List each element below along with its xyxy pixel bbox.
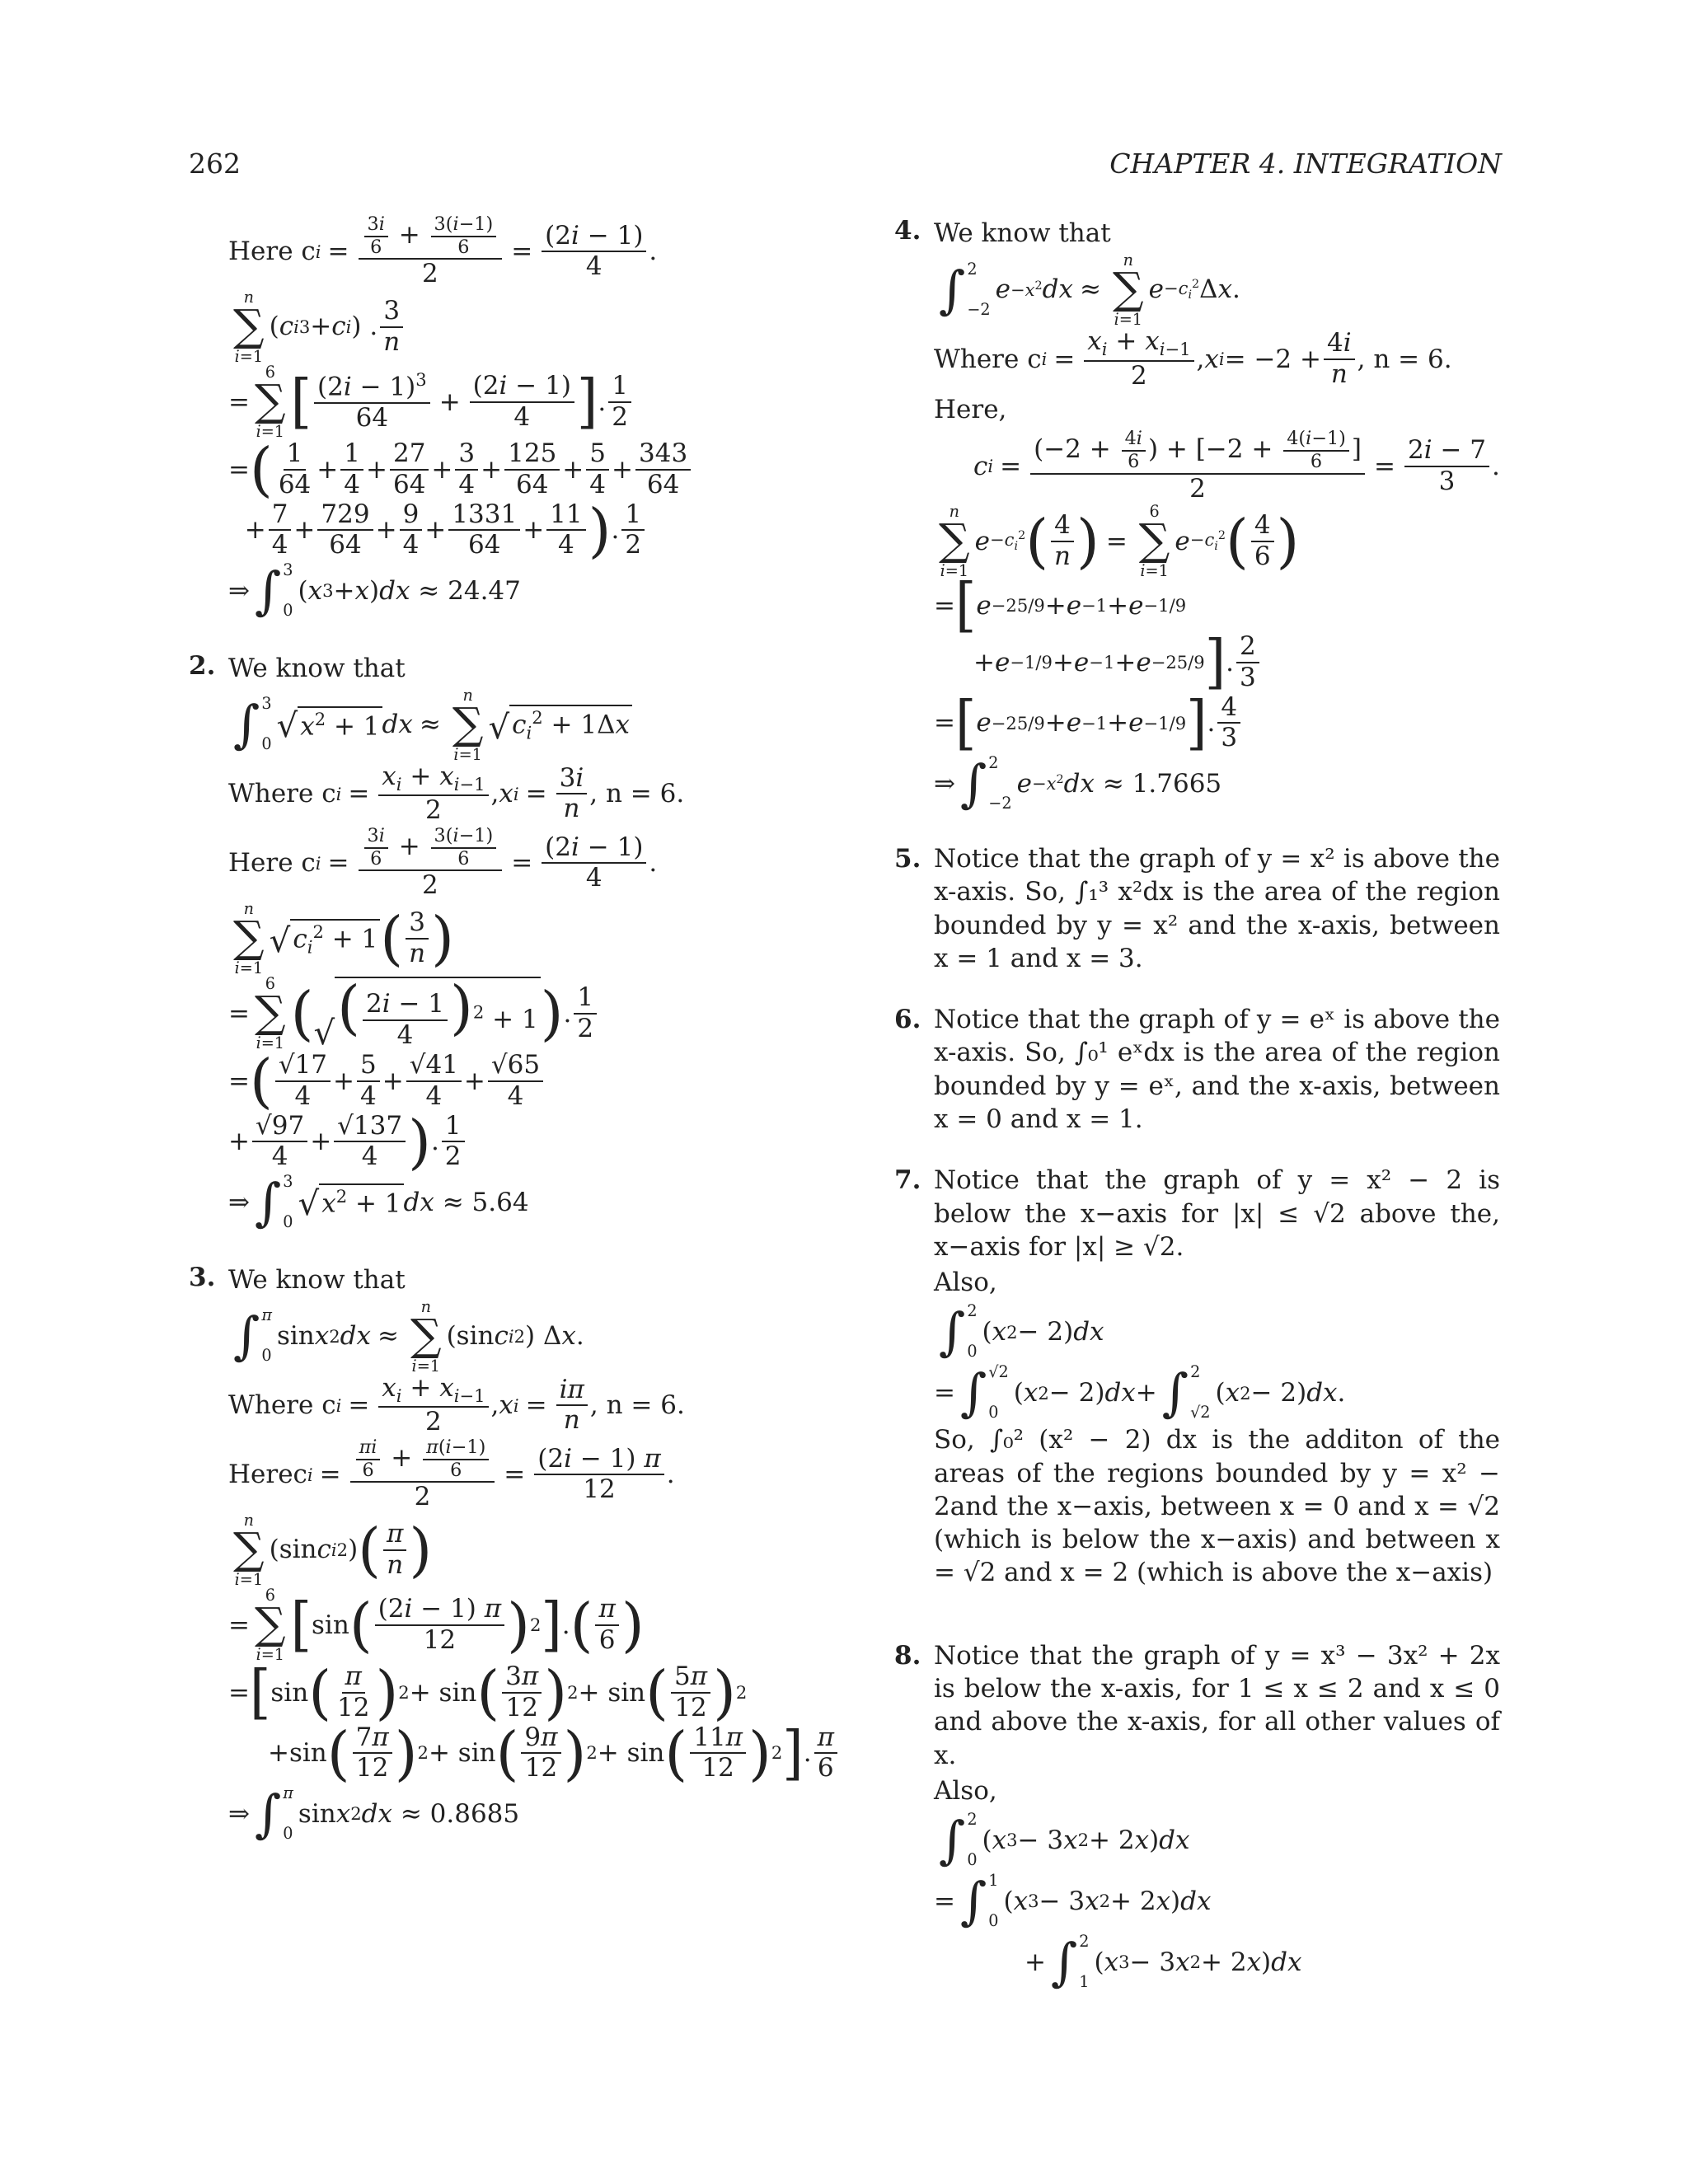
left-column [189,214,832,1872]
here-label: Here c [228,848,316,879]
here-label: Herec [228,1460,307,1490]
sum-expanded: = 6 ∑ i=1 [ sin ( $\frac{(2i - 1) \pi}{12}$ ) 2 ] . ( $\frac{\pi}{6}$ ) [228,1586,645,1665]
equation-terms-2: + $\frac{7}{4}$ + $\frac{729}{64}$ + $\frac{9}{4}$ + $\frac{1331}{64}$ + $\frac{11}{4}$ ) . $\frac{1}{2}$ [228,500,832,560]
result-line-3: ⇒ ∫ π 0 sin x 2 dx ≈ 0.8685 [228,1783,520,1844]
intro-text: We know that [934,218,1111,248]
chapter-title: CHAPTER 4. INTEGRATION [1109,148,1502,180]
intro-text: We know that [228,653,406,683]
equation-terms-1: = ( $\frac{1}{64}$ + $\frac{1}{4}$ + $\frac{27}{64}$ + $\frac{3}{4}$ + $\frac{125}{64}$ + $\frac{5}{4}$ + $\frac{343}{64}$ [228,439,832,499]
exercise-text: Notice that the graph of y = x³ − 3x² + 2x is below the x-axis, for 1 ≤ x ≤ 2 and x ≤ 0 and above the x-axis, for all other values of x. [934,1640,1500,1770]
exercise-number: 3. [189,1262,216,1292]
n-value: , n = 6. [589,1390,685,1421]
sum-terms-2: +sin ( $\frac{7\pi}{12}$ ) 2 + sin ( $\frac{9\pi}{12}$ ) 2 + sin ( $\frac{11\pi}{12}$ ) 2 ] . $\frac{\pi}{6}$ [228,1723,832,1783]
also-label: Also, [934,1775,997,1806]
exercise-4 [894,214,1500,814]
integral-split-1: = ∫ 1 0 ( x 3 − 3 x 2 + 2 x ) dx [934,1870,1212,1931]
sum-expression: n ∑ i=1 (sin c i 2 ) ( $\frac{\pi}{n}$ ) [233,1510,433,1589]
integral-expression: ∫ 2 0 ( x 3 − 3 x 2 + 2 x ) dx [939,1809,1190,1870]
exercise-number: 7. [894,1165,921,1196]
exercise-number: 4. [894,216,921,246]
sum-expression: n ∑ i=1 √ $c_i^2 + 1$ ( $\frac{3}{n}$ ) [233,898,454,977]
where-label: Where c [934,344,1042,374]
riemann-approximation: ∫ π 0 sin x 2 dx ≈ n ∑ i=1 (sin c i 2 ) Δ x . [233,1296,584,1376]
exercise-7 [894,1164,1500,1589]
result-value-4: ≈ 1.7665 [1102,768,1222,799]
here-ci: Herec i = $\frac{\pi i}{6}$ + $\frac{\pi(i-1)}{6}$ 2 = $\frac{(2i - 1) \pi}{12}$ . [228,1436,675,1512]
exercise-5 [894,842,1500,975]
where-ci: Where c i = $\frac{x_i + x_{i-1}}{2}$ , x i = −2 + $\frac{4i}{n}$ , n = 6. [934,326,1452,391]
here-ci: c i = (−2 + $\frac{4i}{6}$ ) + [−2 + $\frac{4(i-1)}{6}$ ] 2 = $\frac{2i - 7}{3}$ . [973,428,1500,504]
exercise-number: 6. [894,1005,921,1035]
here-ci: Here c i = $\frac{3i}{6}$ + $\frac{3(i-1)}{6}$ 2 = $\frac{(2i - 1)}{4}$ . [228,825,658,901]
n-value: , n = 6. [1357,344,1452,374]
right-column [894,214,1500,2021]
where-label: Where c [228,779,336,809]
exercise-text: Notice that the graph of y = x² is above the x-axis. So, ∫₁³ x²dx is the area of the region bounded by y = x² and the x-axis, between x = 1 and x = 3. [934,843,1500,973]
equation-sum-expanded-1: = 6 ∑ i=1 [ $\frac{(2i - 1)^3}{64}$ + $\frac{(2i - 1)}{4}$ ] . $\frac{1}{2}$ [228,364,832,439]
result-value-2: ≈ 5.64 [442,1187,529,1217]
sum-terms-2: + $\frac{√97}{4}$ + $\frac{√137}{4}$ ) . $\frac{1}{2}$ [228,1112,832,1172]
result-value-3: ≈ 0.8685 [400,1798,520,1829]
exercise-1-continued [189,214,832,621]
page-number: 262 [189,148,241,180]
integral-split-2: + ∫ 2 1 ( x 3 − 3 x 2 + 2 x ) dx [1025,1931,1302,1992]
equation-sum-1: n ∑ i=1 ( c i 3 + c i ) . $\frac{3}{n}$ [228,289,832,364]
here-label: Here, [934,395,1007,425]
equation-ci-1: Here c i = $\frac{3i}{6}$ + $\frac{3(i-1)}{6}$ 2 = $\frac{(2i - 1)}{4}$ . [228,213,658,289]
sum-terms-2: + e −1/9 + e −1 + e −25/9 ] . $\frac{2}{3}$ [934,632,1500,692]
integral-split: = ∫ √2 0 ( x 2 − 2) dx + ∫ 2 √2 ( x 2 − 2) dx . [934,1362,1346,1423]
intro-text: We know that [228,1264,406,1295]
riemann-approximation: ∫ 2 −2 e $-x^2$ dx ≈ n ∑ i=1 e $-c_i^2$ Δ x . [939,251,1240,329]
n-value: , n = 6. [589,779,685,809]
result-line-1: ⇒ ∫ 3 0 ( x 3 + x ) dx ≈ 24.47 [228,560,521,621]
where-ci: Where c i = $\frac{x_i + x_{i-1}}{2}$ , x i = $\frac{i\pi}{n}$ , n = 6. [228,1372,685,1437]
exercise-number: 5. [894,843,921,874]
riemann-approximation: ∫ 3 0 √ $x^2 + 1$ dx ≈ n ∑ i=1 √ $c_i^2 + 1\Delta x$ [228,687,832,762]
where-ci: Where c i = $\frac{x_i + x_{i-1}}{2}$ , x i = $\frac{3i}{n}$ , n = 6. [228,761,685,826]
integral-expression: ∫ 2 0 ( x 2 − 2) dx [939,1301,1104,1362]
exercise-8 [894,1639,1500,1993]
result-line-2: ⇒ ∫ 3 0 √ $x^2 + 1$ dx ≈ 5.64 [228,1171,529,1232]
here-c-label: Here c [228,237,316,267]
sum-expression: n ∑ i=1 e $-c_i^2$ ( $\frac{4}{n}$ ) = 6 ∑ i=1 e $-c_i^2$ ( $\frac{4}{6}$ ) [939,502,1300,581]
result-value-1: ≈ 24.47 [418,575,521,606]
exercise-2 [189,649,832,1233]
exercise-conclusion: So, ∫₀² (x² − 2) dx is the additon of the areas of the regions bounded by y = x² − 2and the x−axis, between x = 0 and x = √2 (which is below the x−axis) and between x = √2 and x = 2 (which is above the x−axis) [934,1425,1500,1588]
also-label: Also, [934,1268,997,1298]
result-line-4: ⇒ ∫ 2 −2 e $-x^2$ dx ≈ 1.7665 [934,752,1222,813]
sum-terms-1: = [ e −25/9 + e −1 + e −1/9 [934,571,1187,640]
exercise-number: 8. [894,1640,921,1671]
exercise-text: Notice that the graph of y = x² − 2 is below the x−axis for |x| ≤ √2 above the, x−axis for |x| ≥ √2. [934,1165,1500,1262]
sum-terms-1: = ( $\frac{√17}{4}$ + $\frac{5}{4}$ + $\frac{√41}{4}$ + $\frac{√65}{4}$ [228,1051,832,1111]
exercise-text: Notice that the graph of y = eˣ is above the x-axis. So, ∫₀¹ eˣdx is the area of the region bounded by y = eˣ, and the x-axis, between x = 0 and x = 1. [934,1005,1500,1135]
sum-expanded: = 6 ∑ i=1 ( √ ( $\frac{2i - 1}{4}$ )$^2$ + 1 ) . $\frac{1}{2}$ [228,976,832,1051]
where-label: Where c [228,1390,336,1421]
exercise-number: 2. [189,650,216,681]
sum-terms-3: = [ e −25/9 + e −1 + e −1/9 ] . $\frac{4}{3}$ [934,693,1500,753]
sum-terms-1: = [ sin ( $\frac{\pi}{12}$ ) 2 + sin ( $\frac{3\pi}{12}$ ) 2 + sin ( $\frac{5\pi}{12}$ ) 2 [228,1658,748,1727]
exercise-3 [189,1261,832,1844]
exercise-6 [894,1003,1500,1136]
